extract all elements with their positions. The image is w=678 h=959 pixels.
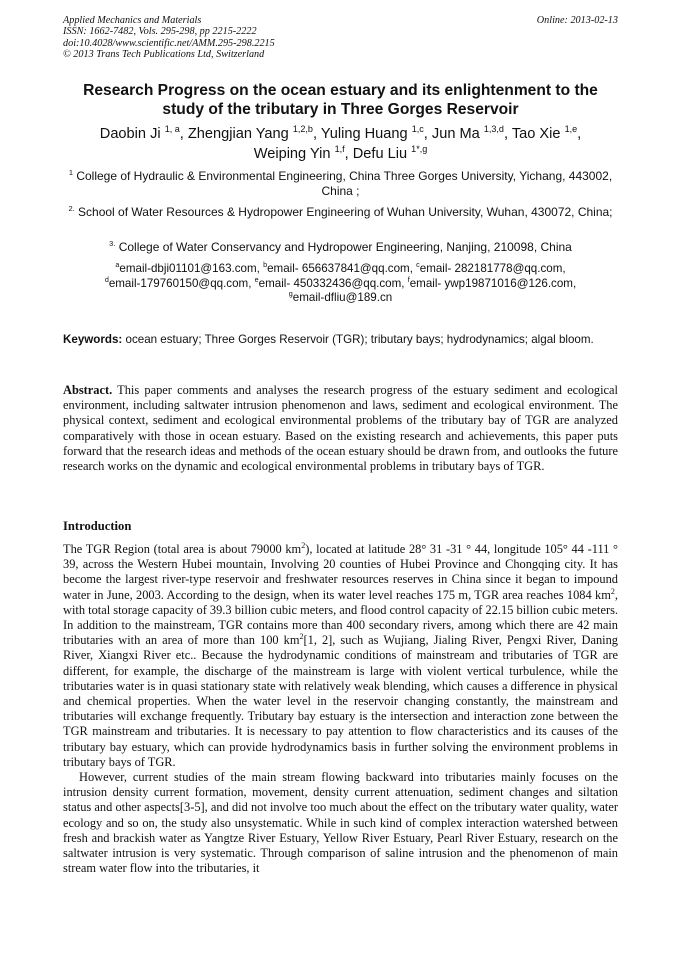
author: Zhengjian Yang $^{1,2,b}$, bbox=[187, 124, 321, 142]
author: Defu Liu $^{1*,g}$ bbox=[352, 144, 428, 162]
author-list bbox=[63, 124, 618, 164]
journal-name: Applied Mechanics and Materials bbox=[63, 15, 202, 26]
affiliation-3: $^{3.}$ College of Water Conservancy and Hydropower Engineering, Nanjing, 210098, China bbox=[109, 239, 572, 254]
keywords bbox=[63, 333, 618, 348]
email[interactable]: $^g$email-dfliu@189.cn bbox=[288, 289, 393, 304]
email[interactable]: $^e$email- 450332436@qq.com, bbox=[254, 274, 408, 290]
email[interactable]: $^c$email- 282181778@qq.com, bbox=[416, 260, 566, 275]
abstract bbox=[63, 383, 618, 474]
journal-header bbox=[63, 15, 618, 60]
email[interactable]: $^f$email- ywp19871016@126.com, bbox=[407, 274, 577, 290]
author: Daobin Ji $^{1, a}$, bbox=[99, 124, 188, 142]
affiliation-1: $^1$ College of Hydraulic & Environmental Engineering, China Three Gorges University, Yichang, 443002, China ; bbox=[68, 168, 613, 198]
keywords-label: Keywords: bbox=[63, 333, 123, 346]
email[interactable]: $^a$email-dbji01101@163.com, bbox=[115, 260, 264, 275]
keywords-text: ocean estuary; Three Gorges Reservoir (TGR); tributary bays; hydrodynamics; algal bloom. bbox=[122, 333, 594, 346]
paragraph: However, current studies of the main stream flowing backward into tributaries mainly focuses on the intrusion density current formation, movement, density current attenuation, sediment changes and siltation status and other aspects[3-5], and did not involve too much about the effect on the tributary water quality, water ecology and so on, the study also unsystematic. While in such kind of complex interaction watershed between fresh and brackish water as Yangtze River Estuary, Yellow River Estuary, Pearl River Estuary, research on the saltwater intrusion is very systematic. Through comparison of saline intrusion and the phenomenon of main stream water flow into the tributaries, it bbox=[63, 770, 618, 876]
author: Weiping Yin $^{1,f}$, bbox=[253, 144, 353, 162]
paper-title: Research Progress on the ocean estuary and its enlightenment to the study of the tributary in Three Gorges Reservoir bbox=[83, 82, 598, 118]
introduction-body bbox=[63, 542, 618, 876]
affiliation-2: $^{2.}$ School of Water Resources & Hydropower Engineering of Wuhan University, Wuhan, 430072, China; bbox=[68, 204, 613, 219]
abstract-label: Abstract. bbox=[63, 383, 113, 397]
author: Yuling Huang $^{1,c}$, bbox=[320, 124, 432, 142]
abstract-text: This paper comments and analyses the research progress of the estuary sediment and ecological environment, including saltwater intrusion phenomenon and laws, sediment and ecological environment. The physical context, sediment and ecological environmental problems of the tributary bay of TGR are analyzed comparatively with those in ocean estuary. Based on the existing research and achievements, this paper puts forward that the research ideas and methods of the ocean estuary should be drawn from, and outlooks the future research works on the dynamic and ecological environmental problems in tributary bays of TGR. bbox=[63, 383, 618, 474]
issn-line: ISSN: 1662-7482, Vols. 295-298, pp 2215-2222 bbox=[63, 26, 257, 38]
author: Tao Xie $^{1,e}$, bbox=[511, 124, 582, 142]
email[interactable]: $^b$email- 656637841@qq.com, bbox=[263, 260, 417, 275]
doi-line[interactable]: doi:10.4028/www.scientific.net/AMM.295-298.2215 bbox=[63, 37, 275, 49]
online-date: Online: 2013-02-13 bbox=[536, 15, 618, 26]
author: Jun Ma $^{1,3,d}$, bbox=[431, 124, 512, 142]
copyright-line: © 2013 Trans Tech Publications Ltd, Switzerland bbox=[63, 48, 265, 60]
email-list bbox=[63, 262, 618, 306]
section-heading: Introduction bbox=[63, 519, 132, 533]
paragraph: The TGR Region (total area is about 79000 $km^2$), located at latitude 28° 31 -31 ° 44, longitude 105° 44 -111 ° 39, across the Western Hubei mountain, Involving 20 counties of Hubei Province and Chongqing city. It has become the largest river-type reservoir and freshwater resources reserves in China since it began to impound water in June, 2003. According to the design, when its water level reaches 175 m, TGR area reaches 1084 $km^2$, with total storage capacity of 39.3 billion cubic meters, and flood control capacity of 22.15 billion cubic meters. In addition to the mainstream, TGR contains more than 400 secondary rivers, among which there are 42 main tributaries with an area of more than 100 $km^2[1$, 2], such as Wujiang, Jialing River, Pengxi River, Daning River, Xiangxi River etc.. Because the hydrodynamic conditions of mainstream and tributaries of TGR are different, for example, the discharge of the mainstream is large with violent vertical turbulence, while the tributaries water is in quasi stationary state with relatively weak blending, which causes a difference in physical and chemical properties. When the water level in the reservoir changing constantly, the mainstream and tributaries will exchange frequently. Tributary bay estuary is the intersection and interaction zone between the TGR mainstream and tributaries. It is necessary to pay attention to flow characteristics and its causes of the tributary bay estuary, which can provide hydrodynamics basis in further solving the environment problems in tributary bays of TGR. bbox=[63, 540, 619, 769]
email[interactable]: $^d$email-179760150@qq.com, bbox=[104, 274, 255, 290]
